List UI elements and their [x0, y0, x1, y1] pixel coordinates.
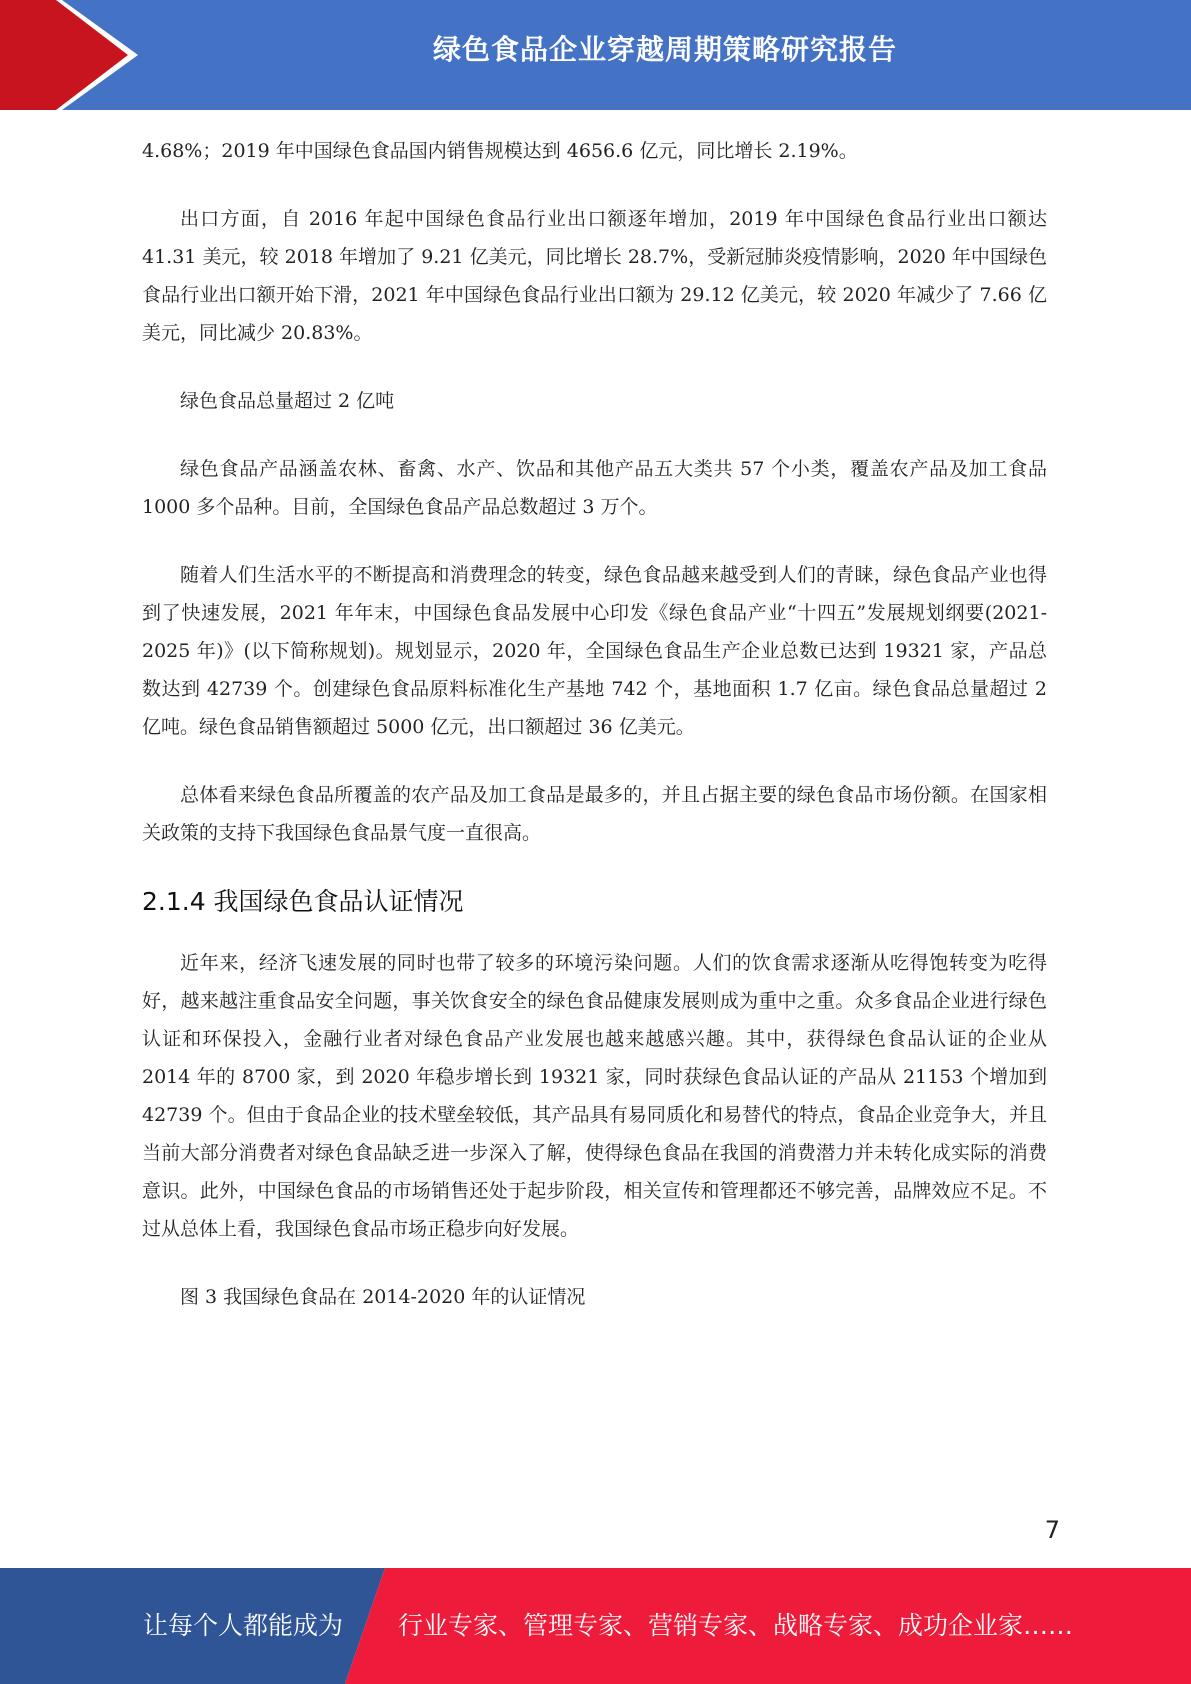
page-footer	[0, 1568, 1191, 1684]
figure-caption: 图 3 我国绿色食品在 2014-2020 年的认证情况	[180, 1286, 586, 1308]
page-content	[142, 132, 1047, 1346]
paragraph-5: 随着人们生活水平的不断提高和消费理念的转变，绿色食品越来越受到人们的青睐，绿色食品产业也得到了快速发展，2021 年年末，中国绿色食品发展中心印发《绿色食品产业“十四五”发展规划纲要(2021-2025 年)》(以下简称规划)。规划显示，2020 年，全国绿色食品生产企业总数已达到 19321 家，产品总数达到 42739 个。创建绿色食品原料标准化生产基地 742 个，基地面积 1.7 亿亩。绿色食品总量超过 2 亿吨。绿色食品销售额超过 5000 亿元，出口额超过 36 亿美元。	[142, 564, 1047, 738]
section-paragraph-1: 近年来，经济飞速发展的同时也带了较多的环境污染问题。人们的饮食需求逐渐从吃得饱转变为吃得好，越来越注重食品安全问题，事关饮食安全的绿色食品健康发展则成为重中之重。众多食品企业进行绿色认证和环保投入，金融行业者对绿色食品产业发展也越来越感兴趣。其中，获得绿色食品认证的企业从 2014 年的 8700 家，到 2020 年稳步增长到 19321 家，同时获绿色食品认证的产品从 21153 个增加到 42739 个。但由于食品企业的技术壁垒较低，其产品具有易同质化和易替代的特点，食品企业竞争大，并且当前大部分消费者对绿色食品缺乏进一步深入了解，使得绿色食品在我国的消费潜力并未转化成实际的消费意识。此外，中国绿色食品的市场销售还处于起步阶段，相关宣传和管理都还不够完善，品牌效应不足。不过从总体上看，我国绿色食品市场正稳步向好发展。	[142, 952, 1047, 1240]
paragraph-4: 绿色食品产品涵盖农林、畜禽、水产、饮品和其他产品五大类共 57 个小类，覆盖农产品及加工食品 1000 多个品种。目前，全国绿色食品产品总数超过 3 万个。	[142, 458, 1047, 518]
report-title: 绿色食品企业穿越周期策略研究报告	[432, 33, 897, 66]
paragraph-3: 绿色食品总量超过 2 亿吨	[180, 390, 395, 412]
page-number: 7	[1044, 1516, 1060, 1544]
paragraph-2: 出口方面，自 2016 年起中国绿色食品行业出口额逐年增加，2019 年中国绿色食品行业出口额达 41.31 美元，较 2018 年增加了 9.21 亿美元，同比增长 28.7%，受新冠肺炎疫情影响，2020 年中国绿色食品行业出口额开始下滑，2021 年中国绿色食品行业出口额为 29.12 亿美元，较 2020 年减少了 7.66 亿美元，同比减少 20.83%。	[142, 208, 1047, 344]
paragraph-1: 4.68%；2019 年中国绿色食品国内销售规模达到 4656.6 亿元，同比增长 2.19%。	[142, 140, 858, 162]
page-header	[0, 0, 1191, 110]
footer-slogan-right: 行业专家、管理专家、营销专家、战略专家、成功企业家……	[398, 1611, 1074, 1640]
section-heading: 2.1.4 我国绿色食品认证情况	[142, 887, 464, 916]
paragraph-6: 总体看来绿色食品所覆盖的农产品及加工食品是最多的，并且占据主要的绿色食品市场份额。在国家相关政策的支持下我国绿色食品景气度一直很高。	[142, 784, 1047, 844]
footer-slogan-left: 让每个人都能成为	[143, 1611, 344, 1640]
